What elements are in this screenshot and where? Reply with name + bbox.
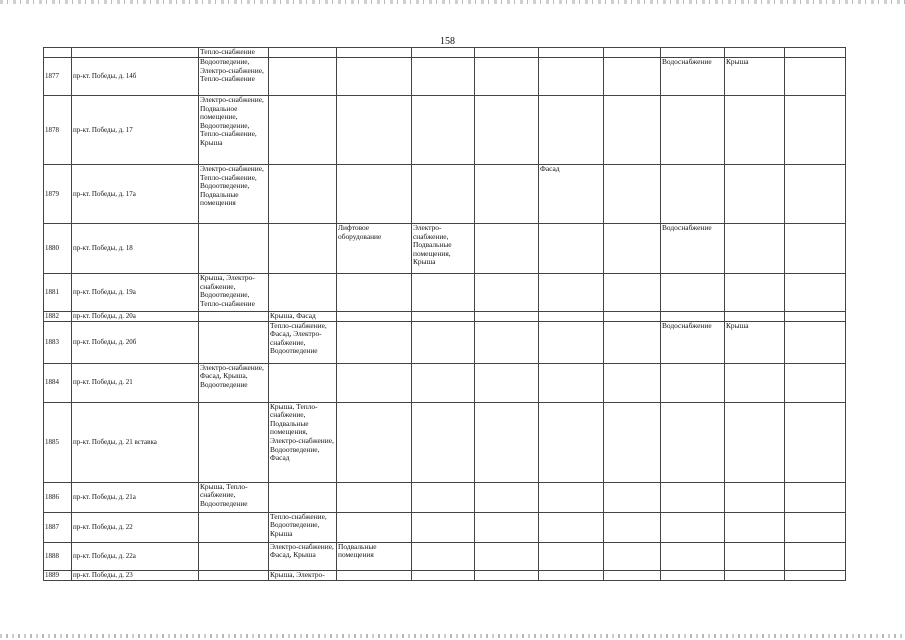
cell-work-list <box>475 312 539 322</box>
cell-work-list <box>337 482 412 512</box>
cell-work-list <box>199 570 269 580</box>
table-row <box>44 482 846 512</box>
cell-work-list <box>412 570 475 580</box>
cell-work-list <box>412 165 475 224</box>
cell-house-number: 1882 <box>44 312 72 322</box>
cell-work-list <box>475 363 539 402</box>
cell-address: пр-кт. Победы, д. 18 <box>72 224 199 274</box>
cell-work-list <box>604 570 661 580</box>
cell-work-list <box>725 312 785 322</box>
cell-address: пр-кт. Победы, д. 19а <box>72 274 199 312</box>
cell-work-list <box>269 274 337 312</box>
cell <box>604 48 661 58</box>
cell-house-number: 1887 <box>44 512 72 542</box>
cell-house-number: 1885 <box>44 402 72 482</box>
cell-work-list <box>785 482 846 512</box>
cell-work-list <box>412 363 475 402</box>
cell-work-list <box>604 363 661 402</box>
cell-work-list <box>785 312 846 322</box>
cell-work-list <box>539 402 604 482</box>
cell-work-list <box>269 224 337 274</box>
cell-address: пр-кт. Победы, д. 17 <box>72 96 199 165</box>
cell-work-list <box>604 512 661 542</box>
cell-work-list: Фасад <box>539 165 604 224</box>
cell-work-list <box>337 321 412 363</box>
cell-work-list <box>661 312 725 322</box>
cell-work-list <box>412 96 475 165</box>
scan-edge-bottom <box>0 634 905 638</box>
cell <box>72 48 199 58</box>
cell-work-list <box>785 321 846 363</box>
cell-work-list <box>412 402 475 482</box>
cell-work-list <box>412 321 475 363</box>
cell-work-list <box>199 512 269 542</box>
cell-work-list: Электро-снабжение, Тепло-снабжение, Водоотведение, Подвальные помещения <box>199 165 269 224</box>
cell-address: пр-кт. Победы, д. 17а <box>72 165 199 224</box>
cell-work-list <box>539 96 604 165</box>
table-row-continuation <box>44 48 846 58</box>
cell-work-list <box>199 402 269 482</box>
repair-schedule-table <box>43 47 846 581</box>
cell-work-list: Водоотведение, Электро-снабжение, Тепло-снабжение <box>199 58 269 96</box>
cell-work-list <box>269 482 337 512</box>
cell-work-list <box>337 96 412 165</box>
cell-house-number: 1879 <box>44 165 72 224</box>
cell-work-list <box>725 570 785 580</box>
cell-work-list <box>539 542 604 570</box>
cell-work-list: Крыша <box>725 58 785 96</box>
cell-work-list <box>725 96 785 165</box>
cell-work-list <box>475 58 539 96</box>
cell-work-list: Электро-снабжение, Подвальное помещение, Водоотведение, Тепло-снабжение, Крыша <box>199 96 269 165</box>
cell-work-list: Тепло-снабжение, Фасад, Электро-снабжение, Водоотведение <box>269 321 337 363</box>
table-row <box>44 321 846 363</box>
cell-work-list <box>475 274 539 312</box>
table-row <box>44 224 846 274</box>
cell-work-list <box>539 482 604 512</box>
cell-work-list <box>337 570 412 580</box>
cell-work-list <box>661 96 725 165</box>
cell-work-list <box>412 274 475 312</box>
cell-work-list <box>475 482 539 512</box>
cell-work-list <box>199 542 269 570</box>
scan-edge-top <box>0 0 905 4</box>
cell-work-list <box>412 58 475 96</box>
cell-work-list <box>269 58 337 96</box>
cell-work-list <box>785 165 846 224</box>
cell <box>661 48 725 58</box>
cell-work-list <box>199 312 269 322</box>
table-body <box>44 48 846 581</box>
cell-address: пр-кт. Победы, д. 22а <box>72 542 199 570</box>
cell-work-list <box>785 402 846 482</box>
cell-work-list <box>661 402 725 482</box>
cell-house-number: 1880 <box>44 224 72 274</box>
cell-work-list <box>412 542 475 570</box>
cell-work-list <box>412 512 475 542</box>
cell-work-list <box>661 542 725 570</box>
cell <box>539 48 604 58</box>
cell-work-list: Крыша, Тепло-снабжение, Подвальные помещения, Электро-снабжение, Водоотведение, Фасад <box>269 402 337 482</box>
table-row <box>44 542 846 570</box>
cell-work-list <box>661 165 725 224</box>
cell-work-list <box>785 96 846 165</box>
cell-work-list: Крыша, Электро- <box>269 570 337 580</box>
cell-work-list <box>269 96 337 165</box>
cell-work-list <box>725 363 785 402</box>
cell-work-list <box>604 58 661 96</box>
cell-work-list <box>337 402 412 482</box>
cell-work-list <box>725 482 785 512</box>
cell-work-list <box>785 363 846 402</box>
cell-work-list <box>475 542 539 570</box>
cell-work-list <box>475 512 539 542</box>
cell-work-list <box>539 363 604 402</box>
cell-house-number: 1881 <box>44 274 72 312</box>
cell <box>412 48 475 58</box>
cell-work-list <box>604 321 661 363</box>
cell-work-list <box>725 274 785 312</box>
table-row <box>44 402 846 482</box>
cell-address: пр-кт. Победы, д. 21а <box>72 482 199 512</box>
cell <box>725 48 785 58</box>
cell-work-list <box>604 402 661 482</box>
cell-work-list <box>539 570 604 580</box>
cell-work-list <box>604 96 661 165</box>
cell-work-list <box>539 274 604 312</box>
cell-work-list <box>604 482 661 512</box>
cell-work-list <box>785 570 846 580</box>
cell-work-list <box>725 542 785 570</box>
cell-work-list: Электро-снабжение, Подвальные помещения, Крыша <box>412 224 475 274</box>
cell-work-list: Подвальные помещения <box>337 542 412 570</box>
cell-work-list <box>661 274 725 312</box>
cell-work-list: Крыша <box>725 321 785 363</box>
table-row <box>44 165 846 224</box>
cell-work-list <box>337 274 412 312</box>
cell-work-list <box>475 321 539 363</box>
table-row <box>44 512 846 542</box>
cell-work-list: Водоснабжение <box>661 224 725 274</box>
cell-work-list <box>475 402 539 482</box>
cell-work-list <box>661 512 725 542</box>
cell-work-list: Электро-снабжение, Фасад, Крыша, Водоотведение <box>199 363 269 402</box>
cell-address: пр-кт. Победы, д. 22 <box>72 512 199 542</box>
cell-work-list <box>725 402 785 482</box>
cell-work-list <box>412 482 475 512</box>
cell-work-list <box>475 96 539 165</box>
cell-work-list <box>539 321 604 363</box>
cell-work-list: Крыша, Тепло-снабжение, Водоотведение <box>199 482 269 512</box>
table-row <box>44 363 846 402</box>
cell-work-list <box>725 165 785 224</box>
cell-work-list <box>412 312 475 322</box>
cell-work-list: Крыша, Фасад <box>269 312 337 322</box>
cell-work-list <box>337 165 412 224</box>
cell-address: пр-кт. Победы, д. 21 <box>72 363 199 402</box>
cell-address: пр-кт. Победы, д. 21 вставка <box>72 402 199 482</box>
cell-address: пр-кт. Победы, д. 23 <box>72 570 199 580</box>
cell-address: пр-кт. Победы, д. 14б <box>72 58 199 96</box>
cell-work-list: Электро-снабжение, Фасад, Крыша <box>269 542 337 570</box>
cell-work-list <box>661 363 725 402</box>
cell-work-list <box>725 512 785 542</box>
cell-work-list <box>604 165 661 224</box>
cell-work-list: Водоснабжение <box>661 58 725 96</box>
cell-work-list <box>785 58 846 96</box>
cell <box>475 48 539 58</box>
cell-house-number: 1884 <box>44 363 72 402</box>
cell-work-list <box>604 312 661 322</box>
table-row <box>44 570 846 580</box>
cell-work-list <box>785 542 846 570</box>
cell-work-list <box>337 312 412 322</box>
cell-work-list <box>725 224 785 274</box>
cell-address: пр-кт. Победы, д. 20б <box>72 321 199 363</box>
table-row <box>44 58 846 96</box>
cell-work-list <box>337 58 412 96</box>
table-row <box>44 96 846 165</box>
cell-work-list <box>661 570 725 580</box>
cell-house-number: 1883 <box>44 321 72 363</box>
cell-house-number: 1886 <box>44 482 72 512</box>
cell-house-number: 1878 <box>44 96 72 165</box>
cell-work-list: Крыша, Электро-снабжение, Водоотведение, Тепло-снабжение <box>199 274 269 312</box>
cell-work-list <box>539 312 604 322</box>
page-number: 158 <box>440 36 455 47</box>
cell-work-list <box>785 274 846 312</box>
cell-work-list <box>604 542 661 570</box>
cell <box>785 48 846 58</box>
cell-work-list <box>539 512 604 542</box>
cell <box>44 48 72 58</box>
cell-work-list <box>475 165 539 224</box>
cell-work-list <box>539 224 604 274</box>
cell-work-list <box>199 224 269 274</box>
cell-work-list: Тепло-снабжение <box>199 48 269 58</box>
cell-work-list <box>337 512 412 542</box>
cell <box>337 48 412 58</box>
cell-work-list: Тепло-снабжение, Водоотведение, Крыша <box>269 512 337 542</box>
cell-work-list <box>604 274 661 312</box>
cell-work-list <box>661 482 725 512</box>
table-row <box>44 274 846 312</box>
cell-work-list <box>475 224 539 274</box>
cell-work-list: Лифтовое оборудование <box>337 224 412 274</box>
cell-work-list <box>785 224 846 274</box>
cell-work-list: Водоснабжение <box>661 321 725 363</box>
cell-work-list <box>199 321 269 363</box>
cell-work-list <box>269 363 337 402</box>
cell-work-list <box>604 224 661 274</box>
table-row <box>44 312 846 322</box>
cell-house-number: 1888 <box>44 542 72 570</box>
cell-work-list <box>269 165 337 224</box>
cell-work-list <box>475 570 539 580</box>
cell <box>269 48 337 58</box>
cell-house-number: 1889 <box>44 570 72 580</box>
cell-address: пр-кт. Победы, д. 20а <box>72 312 199 322</box>
cell-work-list <box>539 58 604 96</box>
cell-work-list <box>337 363 412 402</box>
cell-house-number: 1877 <box>44 58 72 96</box>
cell-work-list <box>785 512 846 542</box>
